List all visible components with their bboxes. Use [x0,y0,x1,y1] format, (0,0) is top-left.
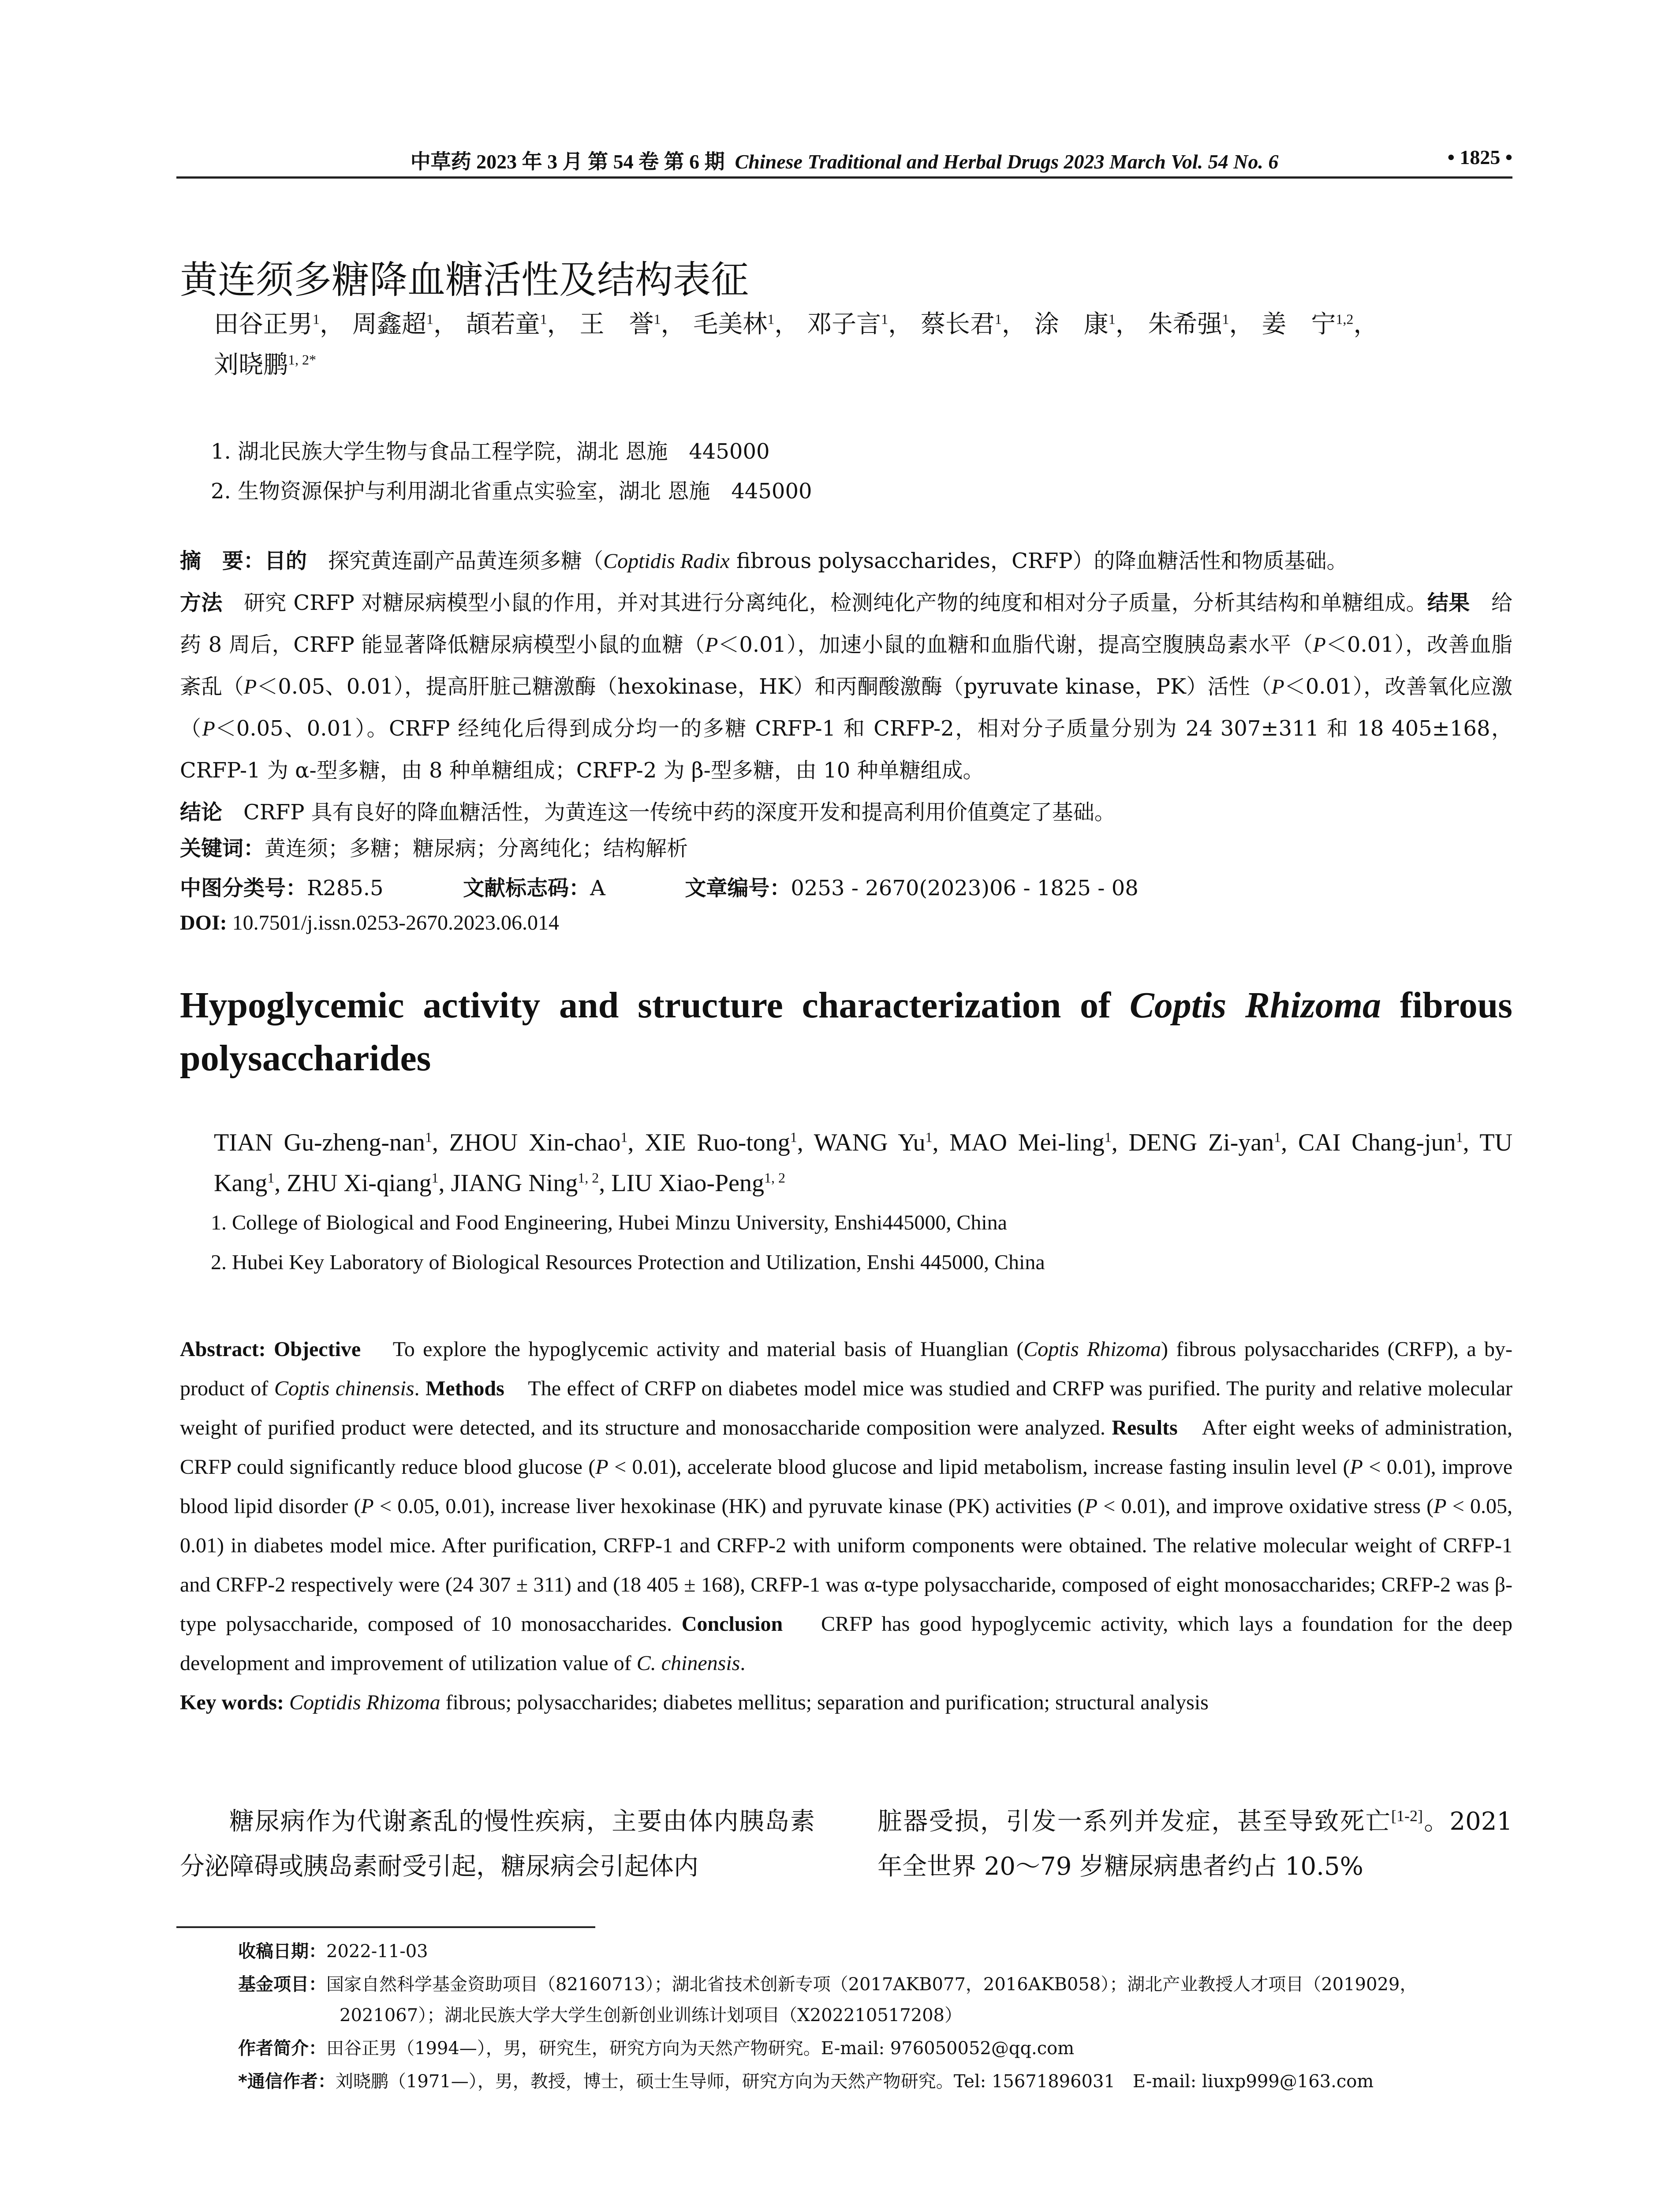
author-en: DENG Zi-yan$^1$, [1128,1129,1298,1156]
keywords-cn: 关键词：黄连须；多糖；糖尿病；分离纯化；结构解析 [180,836,688,861]
footnote-received: 收稿日期：2022-11-03 [238,1941,428,1962]
header-center [176,146,1512,175]
abstract-en-label: Abstract: Objective [180,1338,361,1361]
author-en: WANG Yu$^1$, [814,1129,950,1156]
results-label: 结果 [1427,590,1470,615]
issue-cn: 2023 年 3 月 第 54 卷 第 6 期 [476,150,725,173]
footnote-author: 作者简介：田谷正男（1994—），男，研究生，研究方向为天然产物研究。E-mail: 976050052@qq.com [238,2038,1075,2059]
abstract-en: Abstract: Objective To explore the hypoglycemic activity and material basis of Huanglian (Coptis Rhizoma) fibrous polysaccharides (CRFP), a by-product of Coptis chinensis. Methods The effect of CRFP on diabetes model mice was studied and CRFP was purified. The purity and relative molecular weight of purified product were detected, and its structure and monosaccharide composition were analyzed. Results After eight weeks of administration, CRFP could significantly reduce blood glucose (P < 0.01), accelerate blood glucose and lipid metabolism, increase fasting insulin level (P < 0.01), improve blood lipid disorder (P < 0.05, 0.01), increase liver hexokinase (HK) and pyruvate kinase (PK) activities (P < 0.01), and improve oxidative stress (P < 0.05, 0.01) in diabetes model mice. After purification, CRFP-1 and CRFP-2 with uniform components were obtained. The relative molecular weight of CRFP-1 and CRFP-2 respectively were (24 307 ± 311) and (18 405 ± 168), CRFP-1 was α-type polysaccharide, composed of eight monosaccharides; CRFP-2 was β-type polysaccharide, composed of 10 monosaccharides. Conclusion CRFP has good hypoglycemic activity, which lays a foundation for the deep development and improvement of utilization value of C. chinensis. Key words: Coptidis Rhizoma fibrous; polysaccharides; diabetes mellitus; separation and purification; structural analysis [180,1338,1513,1714]
author-en: CAI Chang-jun$^1$, [1298,1129,1480,1156]
page-number: • 1825 • [1447,146,1512,168]
footnote-fund-cont: 2021067）；湖北民族大学大学生创新创业训练计划项目（X202210517208） [340,2005,963,2026]
affiliation-en-2: 2. Hubei Key Laboratory of Biological Resources Protection and Utilization, Enshi 445000, China [211,1251,1045,1274]
affiliation-en-1: 1. College of Biological and Food Engineering, Hubei Minzu University, Enshi445000, China [211,1211,1007,1234]
author-cn: 朱希强$^1$， [1148,310,1254,339]
author-cn: 姜 宁$^{1,2}$， [1262,310,1378,339]
affiliation-cn-1: 1. 湖北民族大学生物与食品工程学院，湖北 恩施 445000 [211,439,770,464]
author-cn: 刘晓鹏$^{1, 2*}$ [214,351,316,379]
author-cn: 涂 康$^1$， [1034,310,1140,339]
author-en: XIE Ruo-tong$^1$, [645,1129,814,1156]
title-en: Hypoglycemic activity and structure characterization of Coptis Rhizoma fibrous polysaccharides [180,985,1512,1079]
conclusion-label: 结论 [180,800,223,825]
authors-cn [214,304,1512,385]
author-en: ZHU Xi-qiang$^1$, [287,1170,451,1197]
author-cn: 田谷正男$^1$， [214,310,344,339]
abstract-cn-label: 摘 要： [180,549,265,573]
running-header [176,146,1512,176]
keywords-en-italic: Coptidis Rhizoma [289,1691,441,1714]
footnote-fund: 基金项目：国家自然科学基金资助项目（82160713）；湖北省技术创新专项（2017AKB077，2016AKB058）；湖北产业教授人才项目（2019029， [238,1974,1418,1995]
author-en: ZHOU Xin-chao$^1$, [449,1129,645,1156]
author-cn: 頡若童$^1$， [466,310,572,339]
author-en: TIAN Gu-zheng-nan$^1$, [214,1129,449,1156]
methods-label: 方法 [180,590,223,615]
header-rule [176,176,1512,179]
classification-line: 中图分类号：R285.5 文献标志码：A 文章编号：0253 - 2670(2023)06 - 1825 - 08 [180,876,1139,901]
journal-name-en: Chinese Traditional and Herbal Drugs 2023 March Vol. 54 No. 6 [735,150,1279,173]
author-en: JIANG Ning$^{1, 2}$, [451,1170,612,1197]
objective-label: 目的 [265,549,307,573]
body-column-right: 脏器受损，引发一系列并发症，甚至导致死亡[1-2]。2021 年全世界 20～79 岁糖尿病患者约占 10.5% [877,1807,1513,1881]
author-cn: 周鑫超$^1$， [352,310,458,339]
author-en: TU Kang$^1$, [214,1129,1513,1197]
abstract-cn: 摘 要：目的 探究黄连副产品黄连须多糖（Coptidis Radix fibrous polysaccharides，CRFP）的降血糖活性和物质基础。 方法 研究 CRFP 对糖尿病模型小鼠的作用，并对其进行分离纯化，检测纯化产物的纯度和相对分子质量，分析其结构和单糖组成。结果 给药 8 周后，CRFP 能显著降低糖尿病模型小鼠的血糖（P＜0.01），加速小鼠的血糖和血脂代谢，提高空腹胰岛素水平（P＜0.01），改善血脂紊乱（P＜0.05、0.01），提高肝脏己糖激酶（hexokinase，HK）和丙酮酸激酶（pyruvate kinase，PK）活性（P＜0.01），改善氧化应激（P＜0.05、0.01）。CRFP 经纯化后得到成分均一的多糖 CRFP-1 和 CRFP-2，相对分子质量分别为 24 307±311 和 18 405±168，CRFP-1 为 α-型多糖，由 8 种单糖组成；CRFP-2 为 β-型多糖，由 10 种单糖组成。 结论 CRFP 具有良好的降血糖活性，为黄连这一传统中药的深度开发和提高利用价值奠定了基础。 [180,549,1512,825]
doi-line: DOI: 10.7501/j.issn.0253-2670.2023.06.014 [180,911,560,934]
body-column-left: 糖尿病作为代谢紊乱的慢性疾病，主要由体内胰岛素分泌障碍或胰岛素耐受引起，糖尿病会引起体内 [180,1807,815,1881]
keywords-en: fibrous; polysaccharides; diabetes mellitus; separation and purification; structural analysis [440,1691,1209,1714]
title-cn: 黄连须多糖降血糖活性及结构表征 [180,258,749,302]
author-cn: 邓子言$^1$， [807,310,913,339]
author-cn: 蔡长君$^1$， [920,310,1027,339]
author-en: LIU Xiao-Peng$^{1, 2}$ [611,1170,786,1197]
author-cn: 毛美林$^1$， [693,310,799,339]
author-en: MAO Mei-ling$^1$, [949,1129,1129,1156]
author-cn: 王 誉$^1$， [579,310,686,339]
footnote-rule [176,1926,595,1928]
journal-name-cn: 中草药 [410,149,471,173]
authors-en [214,1122,1512,1203]
footnote-corresponding: *通信作者：刘晓鹏（1971—），男，教授，博士，硕士生导师，研究方向为天然产物研究。Tel: 15671896031 E-mail: liuxp999@163.com [238,2071,1374,2092]
affiliation-cn-2: 2. 生物资源保护与利用湖北省重点实验室，湖北 恩施 445000 [211,479,812,504]
